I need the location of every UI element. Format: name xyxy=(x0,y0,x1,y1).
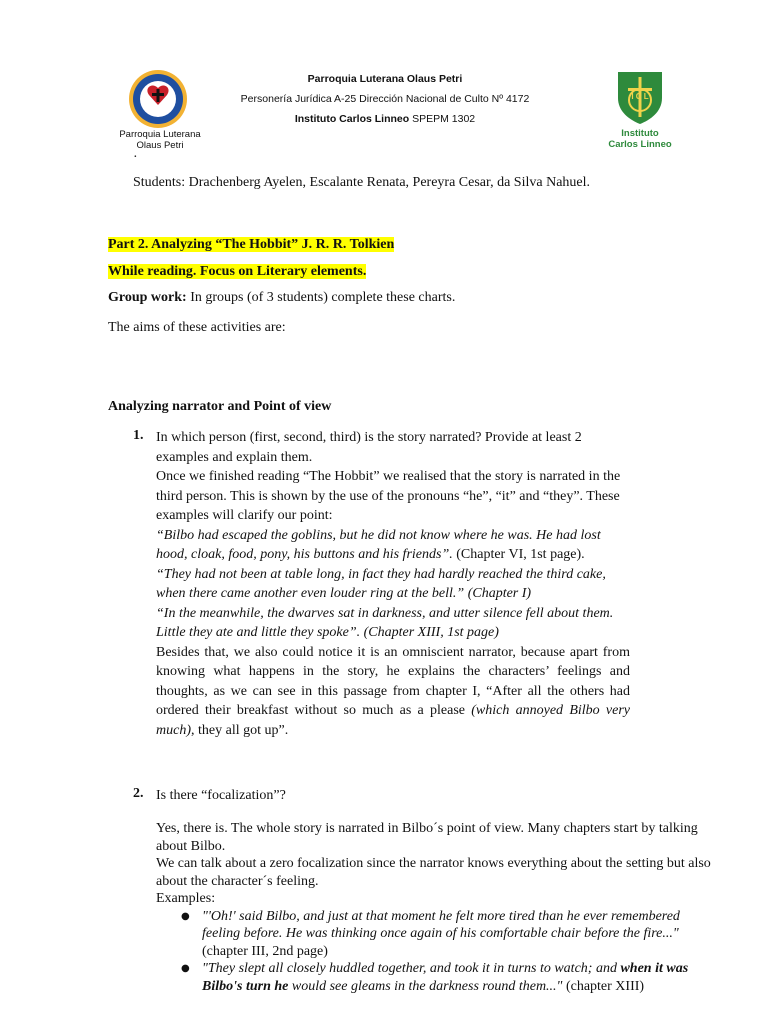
luther-rose-icon xyxy=(118,68,202,130)
q1-quote-1-text: “Bilbo had escaped the goblins, but he did not know where he was. He had lost hood, cloak, food, pony, his buttons and his friends”. xyxy=(156,527,601,562)
q1-number: 1. xyxy=(133,428,144,443)
while-reading: While reading. Focus on Literary elements. xyxy=(108,264,367,279)
q2-examples-label: Examples: xyxy=(156,891,216,906)
q2-question: Is there “focalization”? xyxy=(156,788,286,803)
q1-quote-2 xyxy=(156,565,630,604)
q1-quote-1 xyxy=(156,526,630,565)
q1-question: In which person (first, second, third) is the story narrated? Provide at least 2 examples and explain them. xyxy=(156,430,582,465)
right-logo-text-1: Instituto xyxy=(621,128,659,139)
part-title: Part 2. Analyzing “The Hobbit” J. R. R. Tolkien xyxy=(108,237,395,252)
list-item xyxy=(181,960,716,995)
q1-answer-2-text: Besides that, we also could notice it is an omniscient narrator, because apart from knowing what happens in the story, he explains the characters’ feelings and thoughts, as we can see in this passage from chapter I, “After all the others had ordered their breakfast without so much as a please xyxy=(156,644,630,718)
q1-quote-3 xyxy=(156,604,630,643)
group-work-label: Group work: xyxy=(108,290,187,305)
q2-example-1-text: "'Oh!' said Bilbo, and just at that moment he felt more tired than he ever remembered feeling before. He was thinking once again of his comfortable chair before the fire..." xyxy=(202,908,680,941)
parish-name: Parroquia Luterana Olaus Petri xyxy=(307,73,463,85)
students-line: Students: Drachenberg Ayelen, Escalante Renata, Pereyra Cesar, da Silva Nahuel. xyxy=(133,175,591,190)
q2-answer-1: Yes, there is. The whole story is narrated in Bilbo´s point of view. Many chapters start by talking about Bilbo. xyxy=(156,821,698,854)
stray-dot: · xyxy=(133,150,138,165)
legal-line: Personería Jurídica A-25 Dirección Nacional de Culto Nº 4172 xyxy=(240,93,530,105)
q1-quote-2-text: “They had not been at table long, in fact they had hardly reached the third cake, when there came another even louder ring at the bell.” (Chapter I) xyxy=(156,566,606,601)
q1-answer-2 xyxy=(156,643,630,741)
q1-answer-2-end: , they all got up”. xyxy=(191,722,289,738)
left-logo-text-1: Parroquia Luterana xyxy=(119,129,201,140)
q2-examples-list xyxy=(181,908,716,996)
bullet-icon: ● xyxy=(181,910,190,922)
q2-example-2-ref: (chapter XIII) xyxy=(562,978,645,994)
right-logo-text-2: Carlos Linneo xyxy=(608,139,672,150)
institute-line xyxy=(215,113,555,125)
institute-code: SPEPM 1302 xyxy=(412,113,476,125)
shield-letters: I C L xyxy=(631,92,649,101)
left-logo-text-2: Olaus Petri xyxy=(136,140,184,151)
part-title-wrap xyxy=(108,235,394,255)
right-logo xyxy=(602,68,678,154)
group-work xyxy=(108,288,455,308)
group-work-text: In groups (of 3 students) complete these charts. xyxy=(186,290,456,305)
while-reading-wrap xyxy=(108,262,366,282)
q1-answer-1: Once we finished reading “The Hobbit” we realised that the story is narrated in the third person. This is shown by the use of the pronouns “he”, “it” and “they”. These examples will clarify our point: xyxy=(156,469,621,523)
q1-body xyxy=(156,428,630,740)
q2-body xyxy=(156,820,716,995)
institute-name: Instituto Carlos Linneo xyxy=(294,113,410,125)
q2-number: 2. xyxy=(133,786,144,801)
q2-example-2-text-a: "They slept all closely huddled together, and took it in turns to watch; and xyxy=(202,961,621,976)
q2-answer-2: We can talk about a zero focalization since the narrator knows everything about the setting but also about the character´s feeling. xyxy=(156,856,711,889)
q1-quote-1-ref: (Chapter VI, 1st page). xyxy=(452,547,585,562)
q2-example-2-bold: when it was Bilbo's turn he xyxy=(202,961,689,994)
list-item xyxy=(181,908,716,961)
q1-quote-3-text: “In the meanwhile, the dwarves sat in darkness, and utter silence fell about them. Little they ate and little they spoke”. (Chapter XIII, 1st page) xyxy=(156,605,614,640)
q1-answer-2-italic: (which annoyed Bilbo very much) xyxy=(156,703,630,738)
q2-example-1-ref: (chapter III, 2nd page) xyxy=(202,943,328,959)
left-logo xyxy=(118,68,202,152)
section-title: Analyzing narrator and Point of view xyxy=(108,399,332,414)
bullet-icon: ● xyxy=(181,963,190,974)
q2-example-2-text-b: would see gleams in the darkness round them..." xyxy=(288,978,563,994)
aims-line: The aims of these activities are: xyxy=(108,320,286,335)
